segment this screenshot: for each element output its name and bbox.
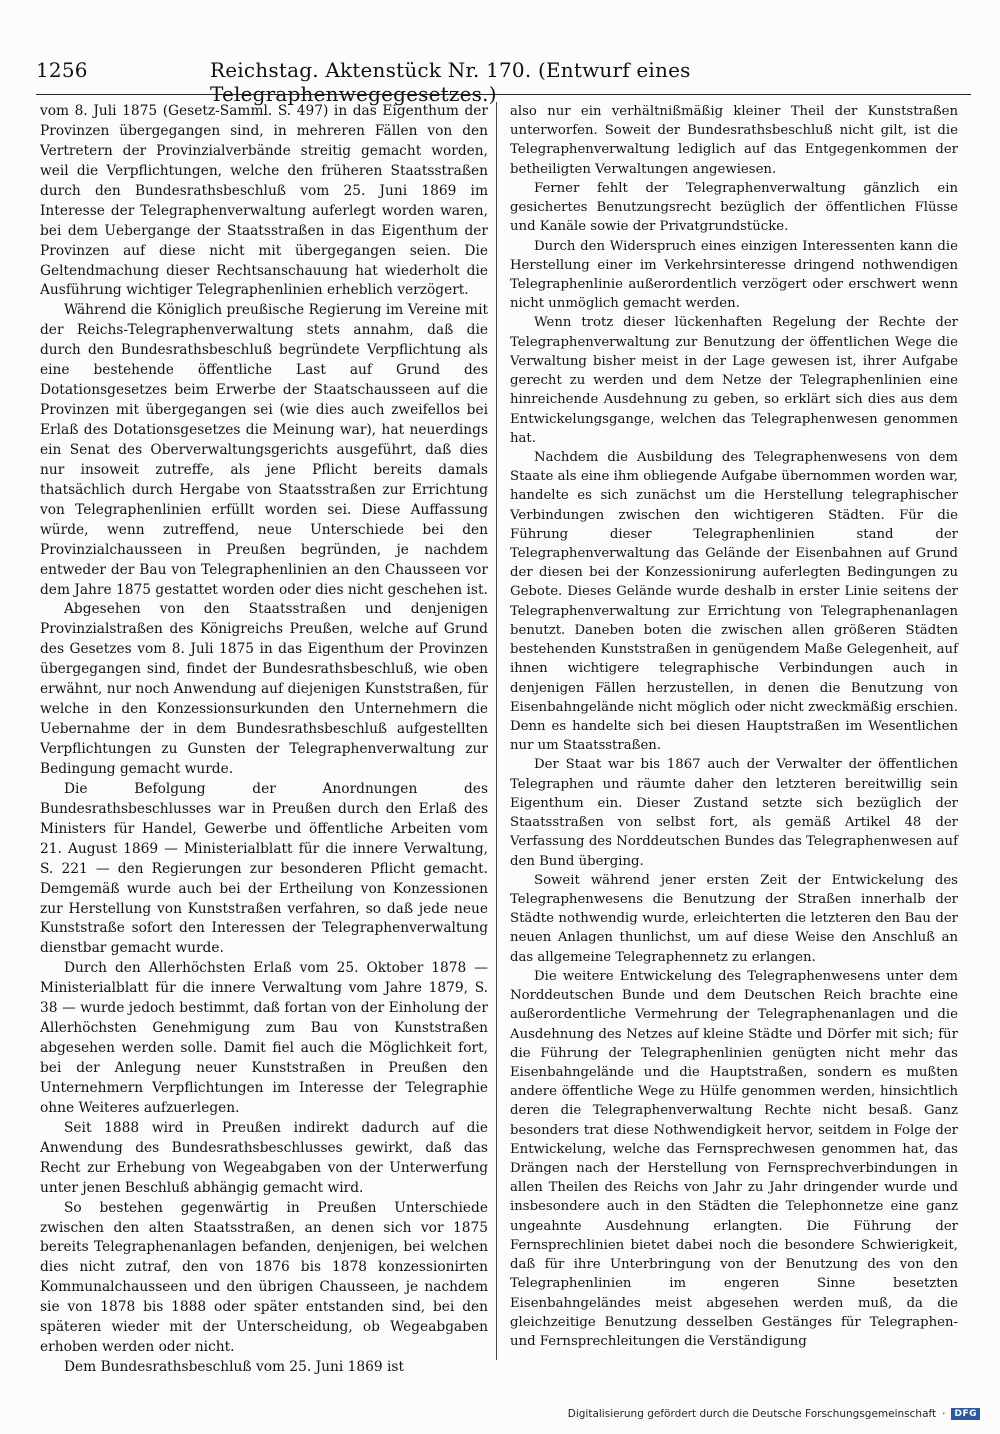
paragraph: Während die Königlich preußische Regierung im Vereine mit der Reichs-Telegraphenverwaltung stets annahm, daß die durch den Bundesrathsbeschluß begründete Verpflichtung als eine bestehende öffentliche Last auf Grund des Dotationsgesetzes beim Erwerbe der Staatschausseen auf die Provinzen mit übergegangen sei (wie dies auch zweifellos bei Erlaß des Dotationsgesetzes die Meinung war), hat neuerdings ein Senat des Oberverwaltungsgerichts ausgeführt, daß dies nur insoweit zutreffe, als jene Pflicht bereits damals thatsächlich durch Hergabe von Staatsstraßen zur Errichtung von Telegraphenlinien erfüllt worden sei. Diese Auffassung würde, wenn zutreffend, neue Unterschiede bei den Provinzialchausseen in Preußen begründen, je nachdem entweder der Bau von Telegraphenlinien an den Chausseen vor dem Jahre 1875 gestattet worden oder dies nicht geschehen ist. [40, 302, 488, 598]
paragraph: Seit 1888 wird in Preußen indirekt dadurch auf die Anwendung des Bundesrathsbeschlusses gewirkt, daß das Recht zur Erhebung von Wegeabgaben von der Unterwerfung unter jenen Beschluß abhängig gemacht wird. [40, 1119, 488, 1196]
paragraph: Durch den Allerhöchsten Erlaß vom 25. Oktober 1878 — Ministerialblatt für die innere Verwaltung vom Jahre 1879, S. 38 — wurde jedoch bestimmt, daß fortan von der Einholung der Allerhöchsten Genehmigung zum Bau von Kunststraßen abgesehen werden solle. Damit fiel auch die Möglichkeit fort, bei der Anlegung neuer Kunststraßen in Preußen den Unternehmern Verpflichtungen im Interesse der Telegraphie ohne Weiteres aufzuerlegen. [40, 960, 488, 1116]
header-rule [36, 94, 971, 95]
page-footer: Digitalisierung gefördert durch die Deutsche Forschungsgemeinschaft · DFG [568, 1408, 980, 1420]
dfg-logo: DFG [951, 1408, 980, 1420]
paragraph: Wenn trotz dieser lückenhaften Regelung der Rechte der Telegraphenverwaltung zur Benutzung der öffentlichen Wege die Verwaltung bisher meist in der Lage gewesen ist, ihrer Aufgabe gerecht zu werden und dem Netze der Telegraphenlinien eine hinreichende Ausdehnung zu geben, so erklärt sich dies aus dem Entwickelungsgange, welchen das Telegraphenwesen genommen hat. [510, 315, 958, 446]
paragraph: Soweit während jener ersten Zeit der Entwickelung des Telegraphenwesens die Benutzung der Straßen innerhalb der Städte nothwendig wurde, erleichterten die letzteren den Bau der neuen Anlagen thunlichst, um auf diese Weise den Anschluß an das allgemeine Telegraphennetz zu erlangen. [510, 872, 958, 965]
paragraph: So bestehen gegenwärtig in Preußen Unterschiede zwischen den alten Staatsstraßen, an denen sich vor 1875 bereits Telegraphenanlagen befanden, denjenigen, bei welchen dies nicht zutraf, den von 1876 bis 1878 konzessionirten Kommunalchausseen und den übrigen Chausseen, je nachdem sie von 1878 bis 1888 oder später entstanden sind, bei den späteren wieder mit der Unterscheidung, ob Wegeabgaben erhoben werden oder nicht. [40, 1199, 488, 1356]
paragraph: Die weitere Entwickelung des Telegraphenwesens unter dem Norddeutschen Bunde und dem Deutschen Reich brachte eine außerordentliche Vermehrung der Telegraphenanlagen und die Ausdehnung des Netzes auf kleine Städte und Dörfer mit sich; für die Führung der Telegraphenlinien genügten nicht mehr das Eisenbahngelände und die Hauptstraßen, sondern es mußten andere öffentliche Wege zu Hülfe genommen werden, hinsichtlich deren die Telegraphenverwaltung Rechte nicht besaß. Ganz besonders trat diese Nothwendigkeit hervor, seitdem in Folge der Entwickelung, welche das Fernsprechwesen genommen hat, das Drängen nach der Herstellung von Fernsprechverbindungen in allen Theilen des Reichs von Jahr zu Jahr dringender wurde und insbesondere auch in den Städten die Telephonnetze eine ganz ungeahnte Ausdehnung erlangten. Die Führung der Fernsprechlinien bietet dabei noch die besondere Schwierigkeit, daß für ihre Unterbringung von der Benutzung des von den Telegraphenlinien im engeren Sinne besetzten Eisenbahngeländes meist abgesehen werden muß, da die gleichzeitige Benutzung desselben Gestänges für Telegraphen- und Fernsprechleitungen die Verständigung [510, 968, 958, 1349]
paragraph: Nachdem die Ausbildung des Telegraphenwesens von dem Staate als eine ihm obliegende Aufgabe übernommen worden war, handelte es sich zunächst um die Herstellung telegraphischer Verbindungen zwischen den wichtigeren Städten. Für die Führung dieser Telegraphenlinien stand der Telegraphenverwaltung das Gelände der Eisenbahnen auf Grund der diesen bei der Konzessionirung auferlegten Bedingungen zu Gebote. Dieses Gelände wurde deshalb in erster Linie seitens der Telegraphenverwaltung zur Errichtung von Telegraphenanlagen benutzt. Daneben boten die zwischen allen größeren Städten bestehenden Kunststraßen in genügendem Maße Gelegenheit, auf ihnen wichtigere telegraphische Verbindungen auch in denjenigen Fällen herzustellen, in denen die Benutzung von Eisenbahngelände nicht möglich oder nicht zweckmäßig erschien. Denn es handelte sich bei diesen Hauptstraßen im Wesentlichen nur um Staatsstraßen. [510, 449, 958, 754]
paragraph: vom 8. Juli 1875 (Gesetz-Samml. S. 497) in das Eigenthum der Provinzen übergegangen sind, in mehreren Fällen von den Vertretern der Provinzialverbände streitig gemacht worden, weil die Verpflichtungen, welche den früheren Staatsstraßen durch den Bundesrathsbeschluß vom 25. Juni 1869 im Interesse der Telegraphenverwaltung auferlegt worden waren, bei dem Uebergange der Staatsstraßen in das Eigenthum der Provinzen auf diese nicht mit übergegangen seien. Die Geltendmachung dieser Rechtsanschauung hat wiederholt die Ausführung wichtiger Telegraphenlinien erheblich verzögert. [40, 103, 488, 299]
paragraph: Ferner fehlt der Telegraphenverwaltung gänzlich ein gesichertes Benutzungsrecht bezüglich der öffentlichen Flüsse und Kanäle sowie der Privatgrundstücke. [510, 180, 958, 235]
paragraph: Dem Bundesrathsbeschluß vom 25. Juni 1869 ist [64, 1359, 404, 1376]
paragraph: Abgesehen von den Staatsstraßen und denjenigen Provinzialstraßen des Königreichs Preußen, welche auf Grund des Gesetzes vom 8. Juli 1875 in das Eigenthum der Provinzen übergegangen sind, findet der Bundesrathsbeschluß, wie oben erwähnt, nur noch Anwendung auf diejenigen Kunststraßen, für welche in den Konzessionsurkunden den Unternehmern die Uebernahme der in dem Bundesrathsbeschluß aufgestellten Verpflichtungen zu Gunsten der Telegraphenverwaltung zur Bedingung gemacht wurde. [40, 601, 488, 777]
paragraph: Durch den Widerspruch eines einzigen Interessenten kann die Herstellung einer im Verkehrsinteresse dringend nothwendigen Telegraphenlinie außerordentlich verzögert oder erschwert wenn nicht unmöglich gemacht werden. [510, 238, 958, 312]
column-divider [496, 102, 497, 1360]
right-column [510, 102, 958, 1351]
running-title: Reichstag. Aktenstück Nr. 170. (Entwurf eines Telegraphenwegegesetzes.) [210, 58, 691, 106]
paragraph: Die Befolgung der Anordnungen des Bundesrathsbeschlusses war in Preußen durch den Erlaß des Ministers für Handel, Gewerbe und öffentliche Arbeiten vom 21. August 1869 — Ministerialblatt für die innere Verwaltung, S. 221 — den Regierungen zur besonderen Pflicht gemacht. Demgemäß wurde auch bei der Ertheilung von Konzessionen zur Herstellung von Kunststraßen verfahren, so daß jede neue Kunststraße sofort den Interessen der Telegraphenverwaltung dienstbar gemacht wurde. [40, 780, 488, 957]
left-column [40, 102, 488, 1378]
paragraph: also nur ein verhältnißmäßig kleiner Theil der Kunststraßen unterworfen. Soweit der Bundesrathsbeschluß nicht gilt, ist die Telegraphenverwaltung lediglich auf das Entgegenkommen der betheiligten Verwaltungen angewiesen. [510, 104, 958, 177]
paragraph: Der Staat war bis 1867 auch der Verwalter der öffentlichen Telegraphen und räumte daher den letzteren bereitwillig sein Eigenthum ein. Dieser Zustand setzte sich bezüglich der Staatsstraßen von selbst fort, als gemäß Artikel 48 der Verfassung des Norddeutschen Bundes das Telegraphenwesen auf den Bund überging. [510, 757, 958, 869]
page-number: 1256 [36, 58, 88, 82]
page-header [36, 58, 971, 106]
funding-credit: Digitalisierung gefördert durch die Deutsche Forschungsgemeinschaft [567, 1408, 937, 1420]
